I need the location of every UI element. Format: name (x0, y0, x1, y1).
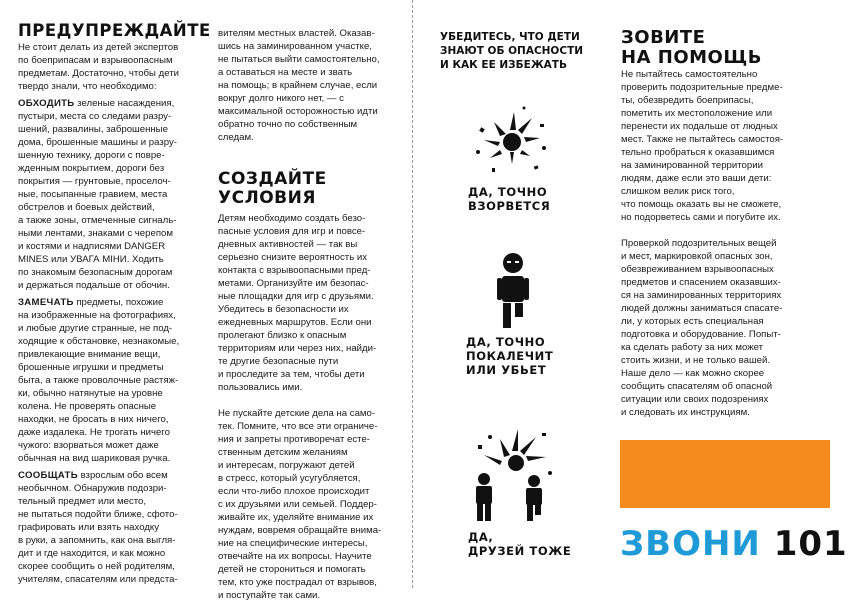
call-help-paragraph-1: Не пытайтесь самостоятельно проверить подозрительные предме- ты, обезвредить боеприпасы, пометить их местоположение или перенести их подальше от людных мест. Также не пытайтесь самостоя- тельно пробраться к оказавшимся на заминированной территории людям, даже если это ваши дети: слишком велик риск того, что помощь оказать вы не сможете, но подорветесь сами и погубите их. (621, 69, 784, 223)
explosion-icon (470, 100, 554, 180)
caption-friends-too: ДА, ДРУЗЕЙ ТОЖЕ (468, 530, 572, 558)
heading-conditions: СОЗДАЙТЕ УСЛОВИЯ (218, 169, 327, 208)
injured-person-icon (496, 252, 530, 328)
orange-accent-block (620, 440, 830, 508)
report-text: взрослым обо всем необычном. Обнаружив подозри- тельный предмет или место, не пытаться подойти ближе, сфото- графировать или взять находку в руки, а запомнить, как она выгля- дит и где находится, и как можно скорее сообщить о ней родителям, учителям, спасателям или предста- (18, 470, 178, 585)
column-conditions (218, 27, 404, 602)
call-number: 101 (773, 524, 848, 564)
notice-keyword: ЗАМЕЧАТЬ (18, 297, 74, 308)
call-help-paragraph-2: Проверкой подозрительных вещей и мест, маркировкой опасных зон, обезвреживанием взрывоопасных предметов и спасением оказавших- ся на заминированных территориях людей должны заниматься спасате- ли, у которых есть специальная подготовка и оборудование. Попыт- ка сделать работу за них может стоить жизни, и не только вашей. Наше дело — как можно скорее сообщить спасателям об опасной ситуации или своих подозрениях и следовать их инструкциям. (621, 238, 783, 418)
column-call-help (621, 28, 826, 419)
caption-will-explode: ДА, ТОЧНО ВЗОРВЕТСЯ (468, 185, 551, 213)
danger-title: УБЕДИТЕСЬ, ЧТО ДЕТИ ЗНАЮТ ОБ ОПАСНОСТИ И КАК ЕЕ ИЗБЕЖАТЬ (440, 31, 584, 71)
call-word: ЗВОНИ (620, 524, 761, 564)
heading-call-help: ЗОВИТЕ НА ПОМОЩЬ (621, 27, 762, 68)
people-explosion-icon (470, 425, 556, 521)
avoid-paragraph (18, 97, 208, 292)
report-keyword: СООБЩАТЬ (18, 470, 78, 481)
notice-paragraph (18, 296, 208, 465)
conditions-paragraph-1: Детям необходимо создать безо- пасные условия для игр и повсе- дневных активностей — так вы серьезно снизите вероятность их контакта с взрывоопасными пред- метами. Организуйте им безопас- ные площадки для игр с друзьями. Убедитесь в безопасности их ежедневных маршрутов. Если они пролегают близко к опасным территориям или через них, найди- те другие безопасные пути и проследите за тем, чтобы дети пользовались ими. (218, 213, 377, 393)
avoid-keyword: ОБХОДИТЬ (18, 98, 75, 109)
caption-injure-or-kill: ДА, ТОЧНО ПОКАЛЕЧИТ ИЛИ УБЬЕТ (466, 335, 554, 377)
page-fold-divider (412, 0, 413, 588)
column-danger (440, 30, 610, 72)
report-continuation: вителям местных властей. Оказав- шись на заминированном участке, не пытаться выйти самостоятельно, а оставаться на месте и звать на помощь; в крайнем случае, если вокруг долго никого нет, — с максимальной осторожностью идти обратно точно по собственным следам. (218, 28, 380, 143)
heading-warn: ПРЕДУПРЕЖДАЙТЕ (18, 21, 211, 40)
report-paragraph (18, 469, 208, 586)
column-warn (18, 21, 211, 586)
avoid-text: зеленые насаждения, пустыри, места со следами разру- шений, развалины, заброшенные дома, брошенные машины и разру- шенную технику, дороги с повре- жденным покрытием, дороги без покрытия — грунтовые, проселоч- ные, посыпанные гравием, места обстрелов и боевых действий, а также зоны, отмеченные сигналь- ными лентами, знаками с черепом и костями и надписями DANGER MINES или УВАГА МІНИ. Ходить по знакомым безопасным дорогам и держаться подальше от обочин. (18, 98, 177, 291)
notice-text: предметы, похожие на изображенные на фотографиях, и любые другие странные, не под- ходящие к обстановке, незнакомые, привлекающие внимание вещи, брошенные игрушки и предметы быта, а также проволочные растяж- ки, обычно натянутые на уровне колена. Не проверять опасные находки, не бросать в них ничего, даже издалека. Не трогать ничего чужого: взорваться может даже обычная на вид шариковая ручка. (18, 297, 180, 464)
emergency-phone (620, 524, 848, 564)
conditions-paragraph-2: Не пускайте детские дела на само- тек. Помните, что все эти ограниче- ния и запреты противоречат есте- ственным детским желаниям и интересам, погружают детей в стресс, который усугубляется, если что-либо плохое происходит с их друзьями или семьей. Поддер- живайте их, уделяйте внимание их нуждам, вовремя обращайте внима- ние на специфические интересы, отвечайте на их вопросы. Научите детей не сторониться и помогать тем, кто уже пострадал от взрывов, и поступайте так сами. (218, 408, 382, 601)
warn-intro: Не стоит делать из детей экспертов по боеприпасам и взрывоопасным предметам. Достаточно, чтобы дети твердо знали, что необходимо: (18, 42, 179, 92)
